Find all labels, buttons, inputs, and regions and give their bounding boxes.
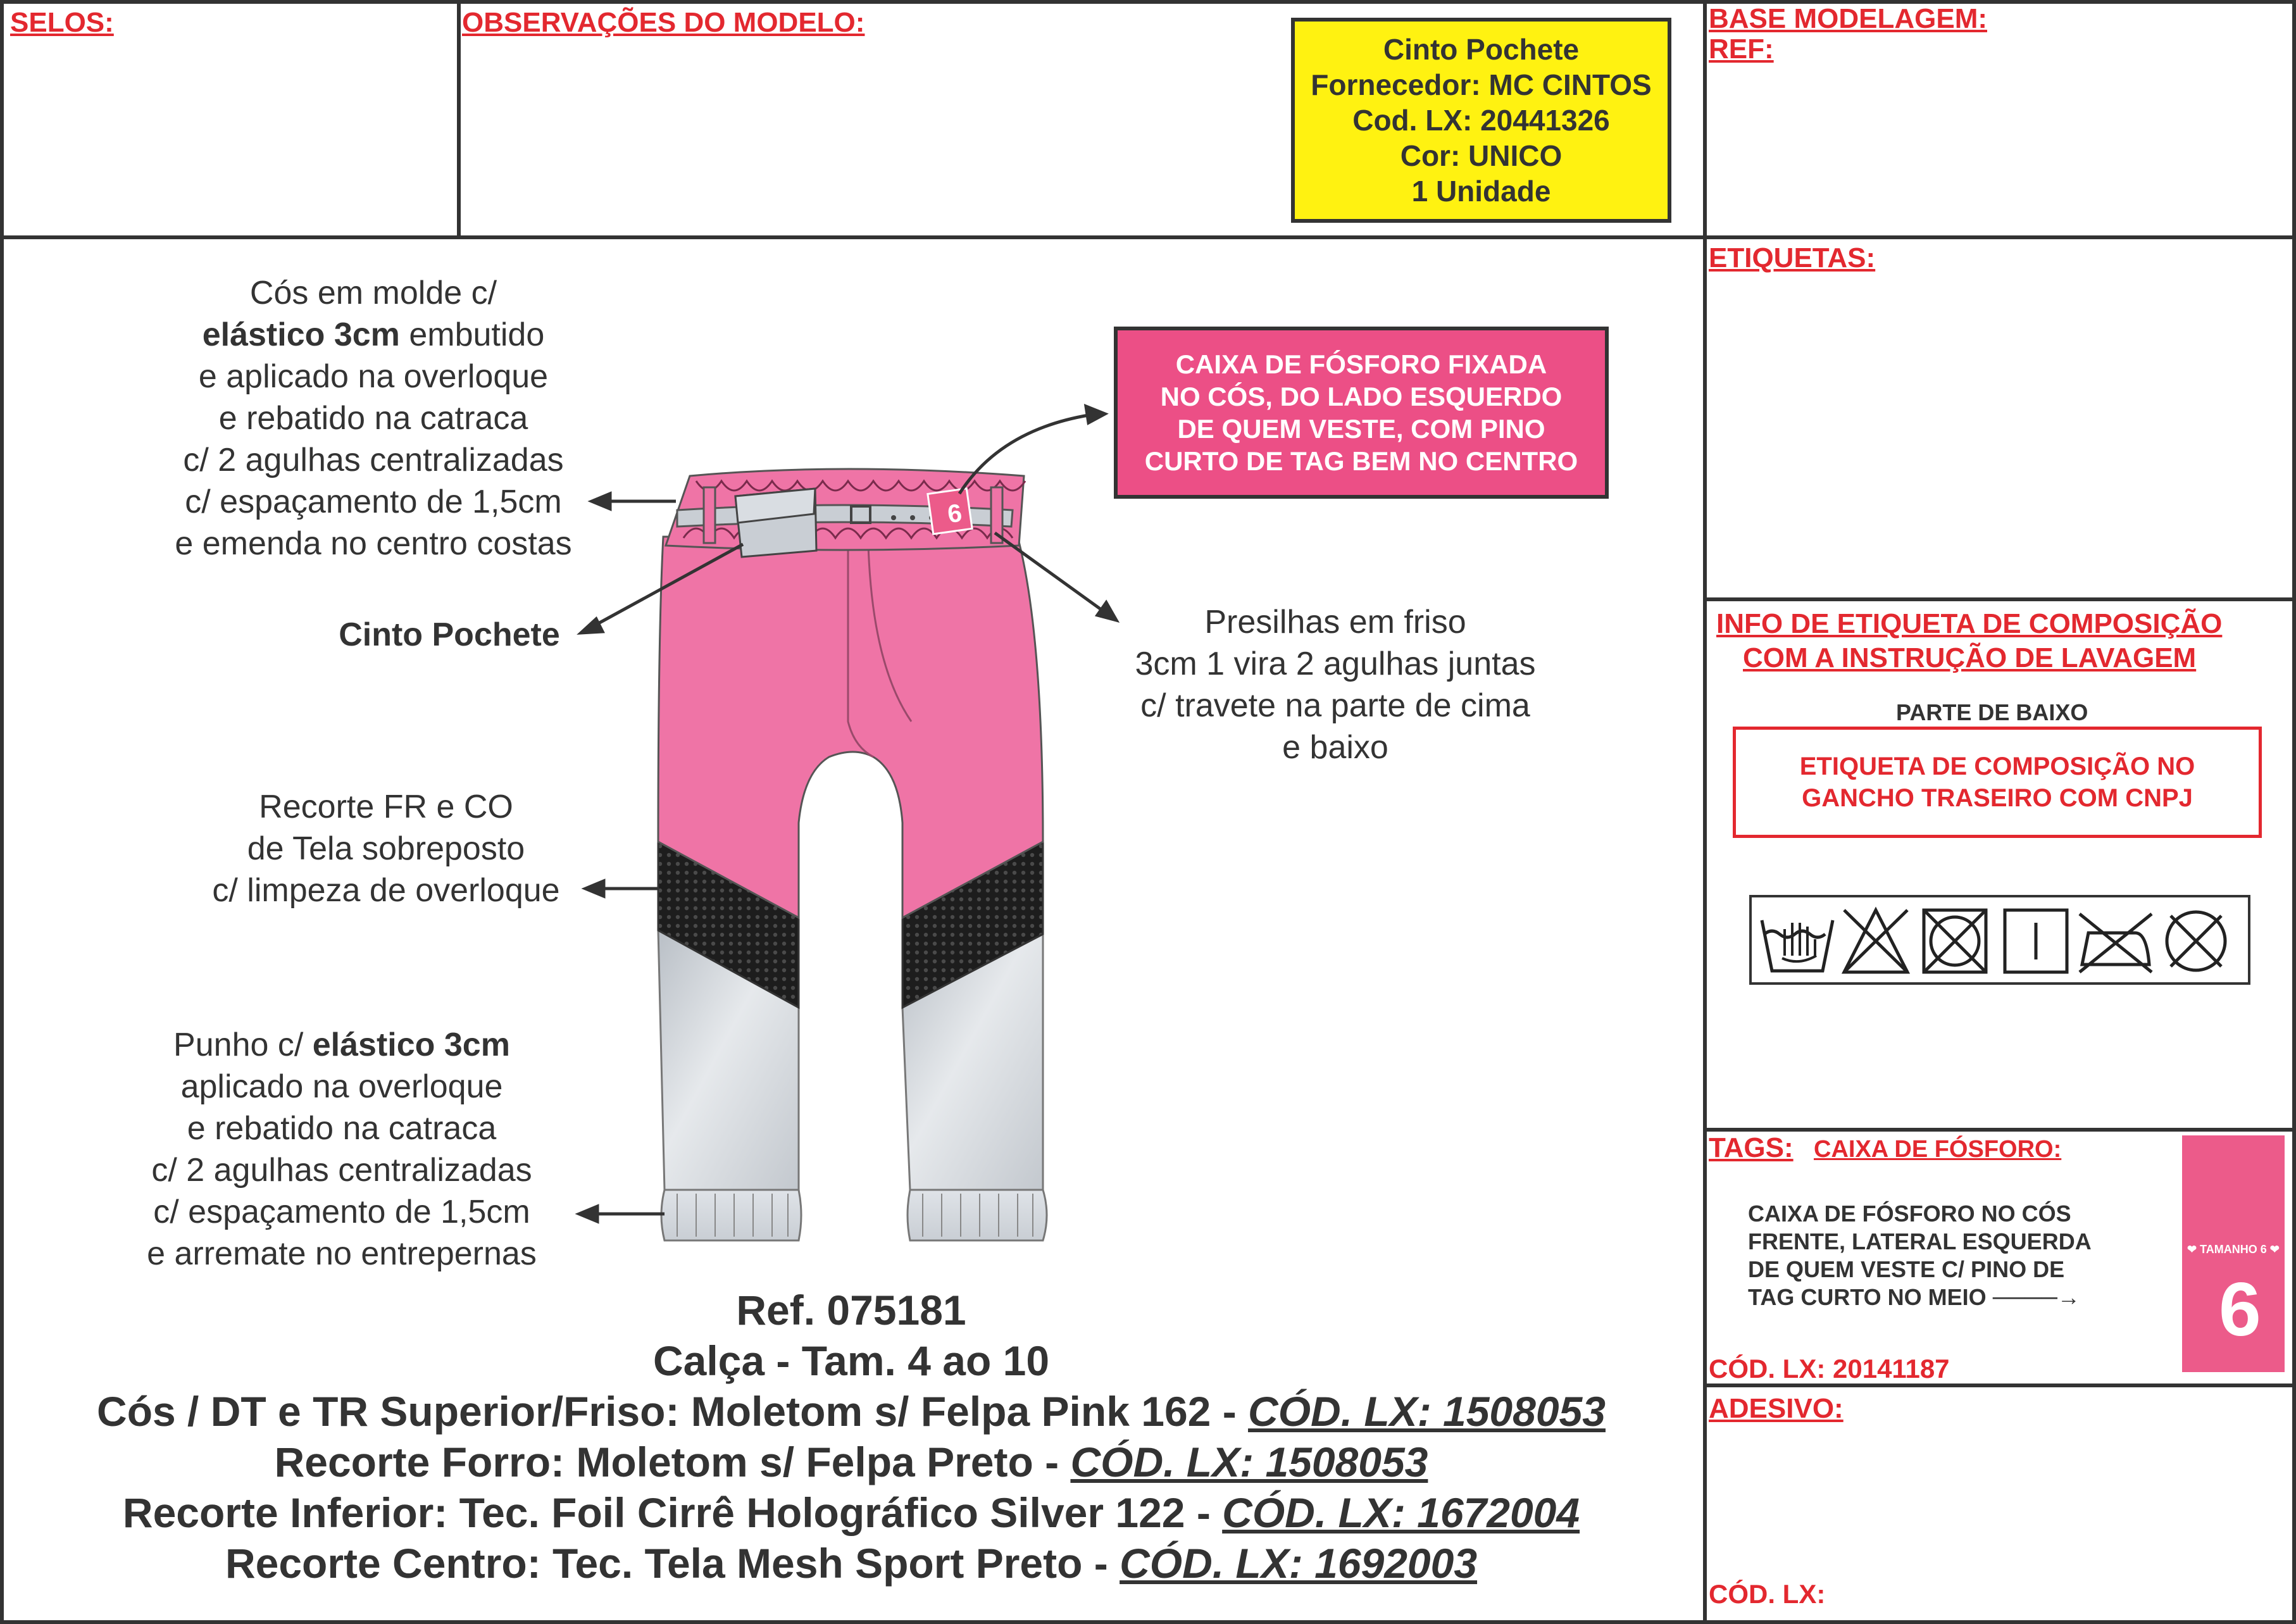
arrow-right-icon: ────→: [1992, 1284, 2080, 1310]
observacoes-label: OBSERVAÇÕES DO MODELO:: [462, 7, 865, 38]
info-etiqueta-line1: INFO DE ETIQUETA DE COMPOSIÇÃO: [1716, 608, 2223, 639]
caixa-fosforo-text: CAIXA DE FÓSFORO NO CÓS FRENTE, LATERAL ESQUERDA DE QUEM VESTE C/ PINO DE TAG CURTO NO MEIO ────→: [1748, 1201, 2092, 1310]
adesivo-label: ADESIVO:: [1709, 1393, 1844, 1424]
info-etiqueta-line2: COM A INSTRUÇÃO DE LAVAGEM: [1743, 642, 2197, 673]
tag-card-tamanho: TAMANHO: [2169, 1255, 2185, 1325]
fabric-line-4: Recorte Centro: Tec. Tela Mesh Sport Preto - CÓD. LX: 1692003: [225, 1540, 1478, 1587]
ref-label: REF:: [1709, 34, 1774, 65]
caixa-fosforo-label: CAIXA DE FÓSFORO:: [1814, 1136, 2062, 1163]
cell-base-modelagem: [1703, 0, 2296, 239]
pants-tag: [928, 489, 972, 534]
note-cos: Cós em molde c/ elástico 3cm embutido e aplicado na overloque e rebatido na catraca c/ 2 agulhas centralizadas c/ espaçamento de 1,5cm e emenda no centro costas: [175, 275, 572, 562]
accessory-code: Cod. LX: 20441326: [1352, 104, 1610, 137]
right-cuff: [908, 1190, 1047, 1240]
accessory-name: Cinto Pochete: [1383, 33, 1580, 66]
spec-ref: Ref. 075181: [736, 1287, 966, 1334]
fabric-line-2: Recorte Forro: Moletom s/ Felpa Preto - CÓD. LX: 1508053: [274, 1439, 1428, 1485]
accessory-qty: 1 Unidade: [1411, 175, 1551, 208]
cell-etiquetas: [1703, 235, 2296, 601]
spec-product: Calça - Tam. 4 ao 10: [652, 1337, 1050, 1384]
selos-label: SELOS:: [10, 7, 114, 38]
cod-adesivo: CÓD. LX:: [1709, 1579, 1826, 1609]
accessory-color: Cor: UNICO: [1400, 139, 1563, 172]
fabric-line-1: Cós / DT e TR Superior/Friso: Moletom s/ Felpa Pink 162 - CÓD. LX: 1508053: [97, 1388, 1606, 1435]
tag-card-size-text: ❤ TAMANHO 6 ❤: [2187, 1243, 2280, 1256]
tag-card-number: 6: [2219, 1267, 2261, 1352]
etiquetas-label: ETIQUETAS:: [1709, 242, 1876, 273]
care-symbols: [1749, 895, 2250, 985]
tag-card: [2169, 1135, 2285, 1372]
left-cuff: [661, 1190, 801, 1240]
cod-tag: CÓD. LX: 20141187: [1709, 1354, 1950, 1384]
svg-text:6: 6: [945, 499, 964, 529]
note-presilhas: Presilhas em friso 3cm 1 vira 2 agulhas juntas c/ travete na parte de cima e baixo: [1135, 604, 1536, 766]
note-recorte: Recorte FR e CO de Tela sobreposto c/ limpeza de overloque: [212, 789, 560, 909]
tags-label: TAGS:: [1709, 1132, 1794, 1163]
caixa-callout: CAIXA DE FÓSFORO FIXADA NO CÓS, DO LADO ESQUERDO DE QUEM VESTE, COM PINO CURTO DE TAG BEM NO CENTRO: [1114, 327, 1609, 499]
accessory-supplier: Fornecedor: MC CINTOS: [1311, 68, 1652, 101]
base-modelagem-label: BASE MODELAGEM:: [1709, 3, 1987, 34]
fabric-line-3: Recorte Inferior: Tec. Foil Cirrê Holográfico Silver 122 - CÓD. LX: 1672004: [122, 1489, 1580, 1536]
note-cinto-pochete: Cinto Pochete: [339, 616, 560, 653]
note-punho: Punho c/ elástico 3cm aplicado na overloque e rebatido na catraca c/ 2 agulhas centralizadas c/ espaçamento de 1,5cm e arremate no entrepernas: [147, 1027, 537, 1272]
composicao-box: ETIQUETA DE COMPOSIÇÃO NO GANCHO TRASEIRO COM CNPJ: [1733, 727, 2262, 838]
parte-de-baixo: PARTE DE BAIXO: [1896, 699, 2088, 725]
cell-info-etiqueta: [1703, 597, 2296, 1132]
